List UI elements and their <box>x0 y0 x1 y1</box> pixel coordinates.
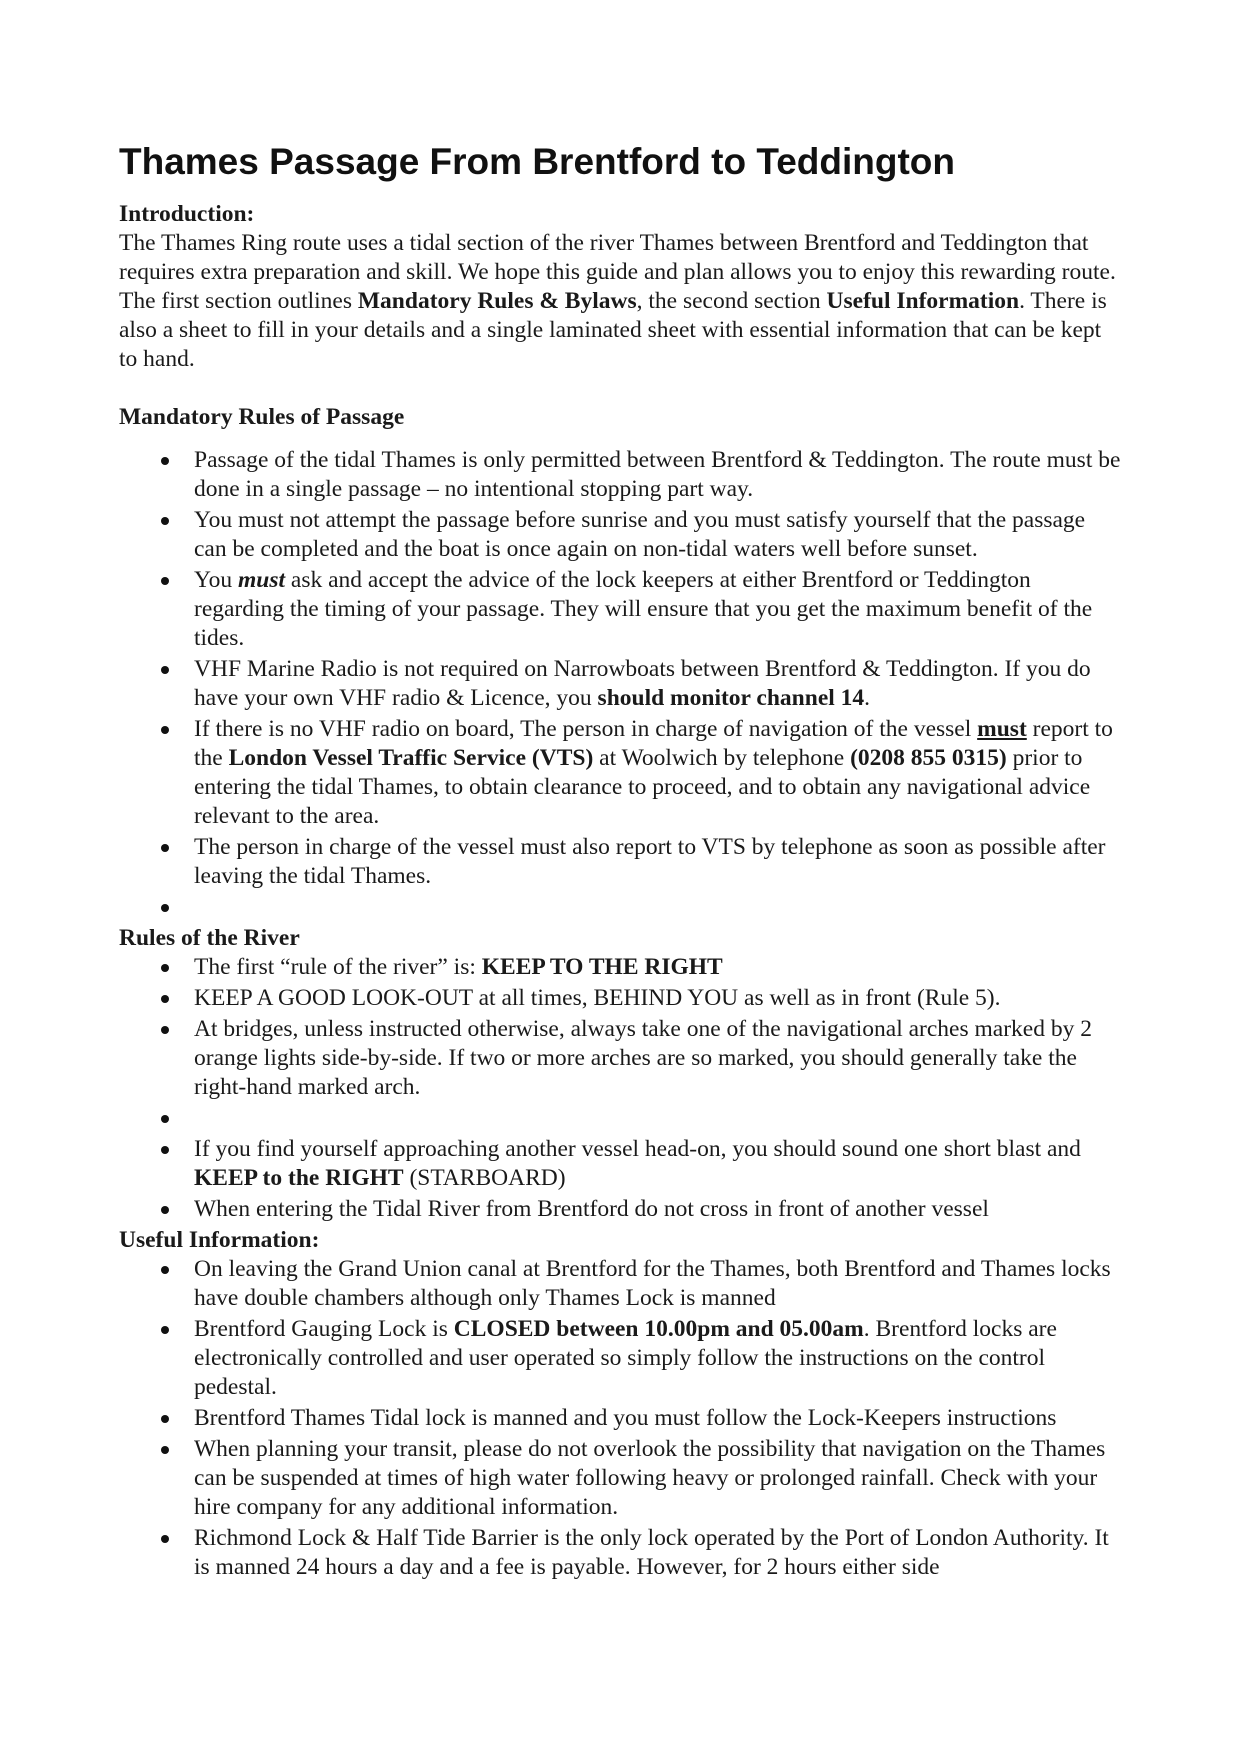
rules-of-river-list <box>119 953 1122 1224</box>
useful-information-heading: Useful Information: <box>119 1227 320 1253</box>
list-item: When entering the Tidal River from Brentford do not cross in front of another vessel <box>194 1195 1122 1224</box>
list-item: Richmond Lock & Half Tide Barrier is the only lock operated by the Port of London Authority. It is manned 24 hours a day and a fee is payable. However, for 2 hours either side <box>194 1524 1122 1582</box>
useful-information-section <box>119 1226 1122 1582</box>
introduction-heading: Introduction: <box>119 201 255 227</box>
rules-of-river-heading: Rules of the River <box>119 925 300 951</box>
empty-list-item <box>194 893 1122 922</box>
list-item: When planning your transit, please do not overlook the possibility that navigation on the Thames can be suspended at times of high water following heavy or prolonged rainfall. Check with your hire company for any additional information. <box>194 1435 1122 1522</box>
list-item: VHF Marine Radio is not required on Narrowboats between Brentford & Teddington. If you do have your own VHF radio & Licence, you should monitor channel 14. <box>194 655 1122 713</box>
list-item: If there is no VHF radio on board, The person in charge of navigation of the vessel must report to the London Vessel Traffic Service (VTS) at Woolwich by telephone (0208 855 0315) prior to entering the tidal Thames, to obtain clearance to proceed, and to obtain any navigational advice relevant to the area. <box>194 715 1122 831</box>
list-item: Passage of the tidal Thames is only permitted between Brentford & Teddington. The route must be done in a single passage – no intentional stopping part way. <box>194 447 1121 502</box>
list-item: You must not attempt the passage before sunrise and you must satisfy yourself that the passage can be completed and the boat is once again on non-tidal waters well before sunset. <box>194 506 1122 564</box>
list-item: The first “rule of the river” is: KEEP TO THE RIGHT <box>194 953 1122 982</box>
mandatory-rules-list <box>119 446 1122 922</box>
list-item: Brentford Thames Tidal lock is manned and you must follow the Lock-Keepers instructions <box>194 1404 1122 1433</box>
list-item: You must ask and accept the advice of the lock keepers at either Brentford or Teddington regarding the timing of your passage. They will ensure that you get the maximum benefit of the tides. <box>194 566 1122 653</box>
list-item: On leaving the Grand Union canal at Brentford for the Thames, both Brentford and Thames locks have double chambers although only Thames Lock is manned <box>194 1255 1122 1313</box>
list-item: Brentford Gauging Lock is CLOSED between 10.00pm and 05.00am. Brentford locks are electronically controlled and user operated so simply follow the instructions on the control pedestal. <box>194 1315 1122 1402</box>
rules-of-river-section <box>119 924 1122 1224</box>
list-item: At bridges, unless instructed otherwise, always take one of the navigational arches marked by 2 orange lights side-by-side. If two or more arches are so marked, you should generally take the right-hand marked arch. <box>194 1015 1122 1102</box>
list-item: If you find yourself approaching another vessel head-on, you should sound one short blast and KEEP to the RIGHT (STARBOARD) <box>194 1135 1122 1193</box>
list-item: The person in charge of the vessel must also report to VTS by telephone as soon as possible after leaving the tidal Thames. <box>194 833 1122 891</box>
page-title: Thames Passage From Brentford to Teddington <box>119 141 956 182</box>
empty-list-item <box>194 1104 1122 1133</box>
introduction-section <box>119 200 1122 374</box>
useful-information-list <box>119 1255 1122 1582</box>
mandatory-rules-heading: Mandatory Rules of Passage <box>119 404 405 430</box>
mandatory-rules-section <box>119 403 1122 922</box>
introduction-paragraph: The Thames Ring route uses a tidal section of the river Thames between Brentford and Teddington that requires extra preparation and skill. We hope this guide and plan allows you to enjoy this rewarding route. The first section outlines Mandatory Rules & Bylaws, the second section Useful Information. There is also a sheet to fill in your details and a single laminated sheet with essential information that can be kept to hand. <box>119 230 1116 372</box>
list-item: KEEP A GOOD LOOK-OUT at all times, BEHIND YOU as well as in front (Rule 5). <box>194 984 1122 1013</box>
